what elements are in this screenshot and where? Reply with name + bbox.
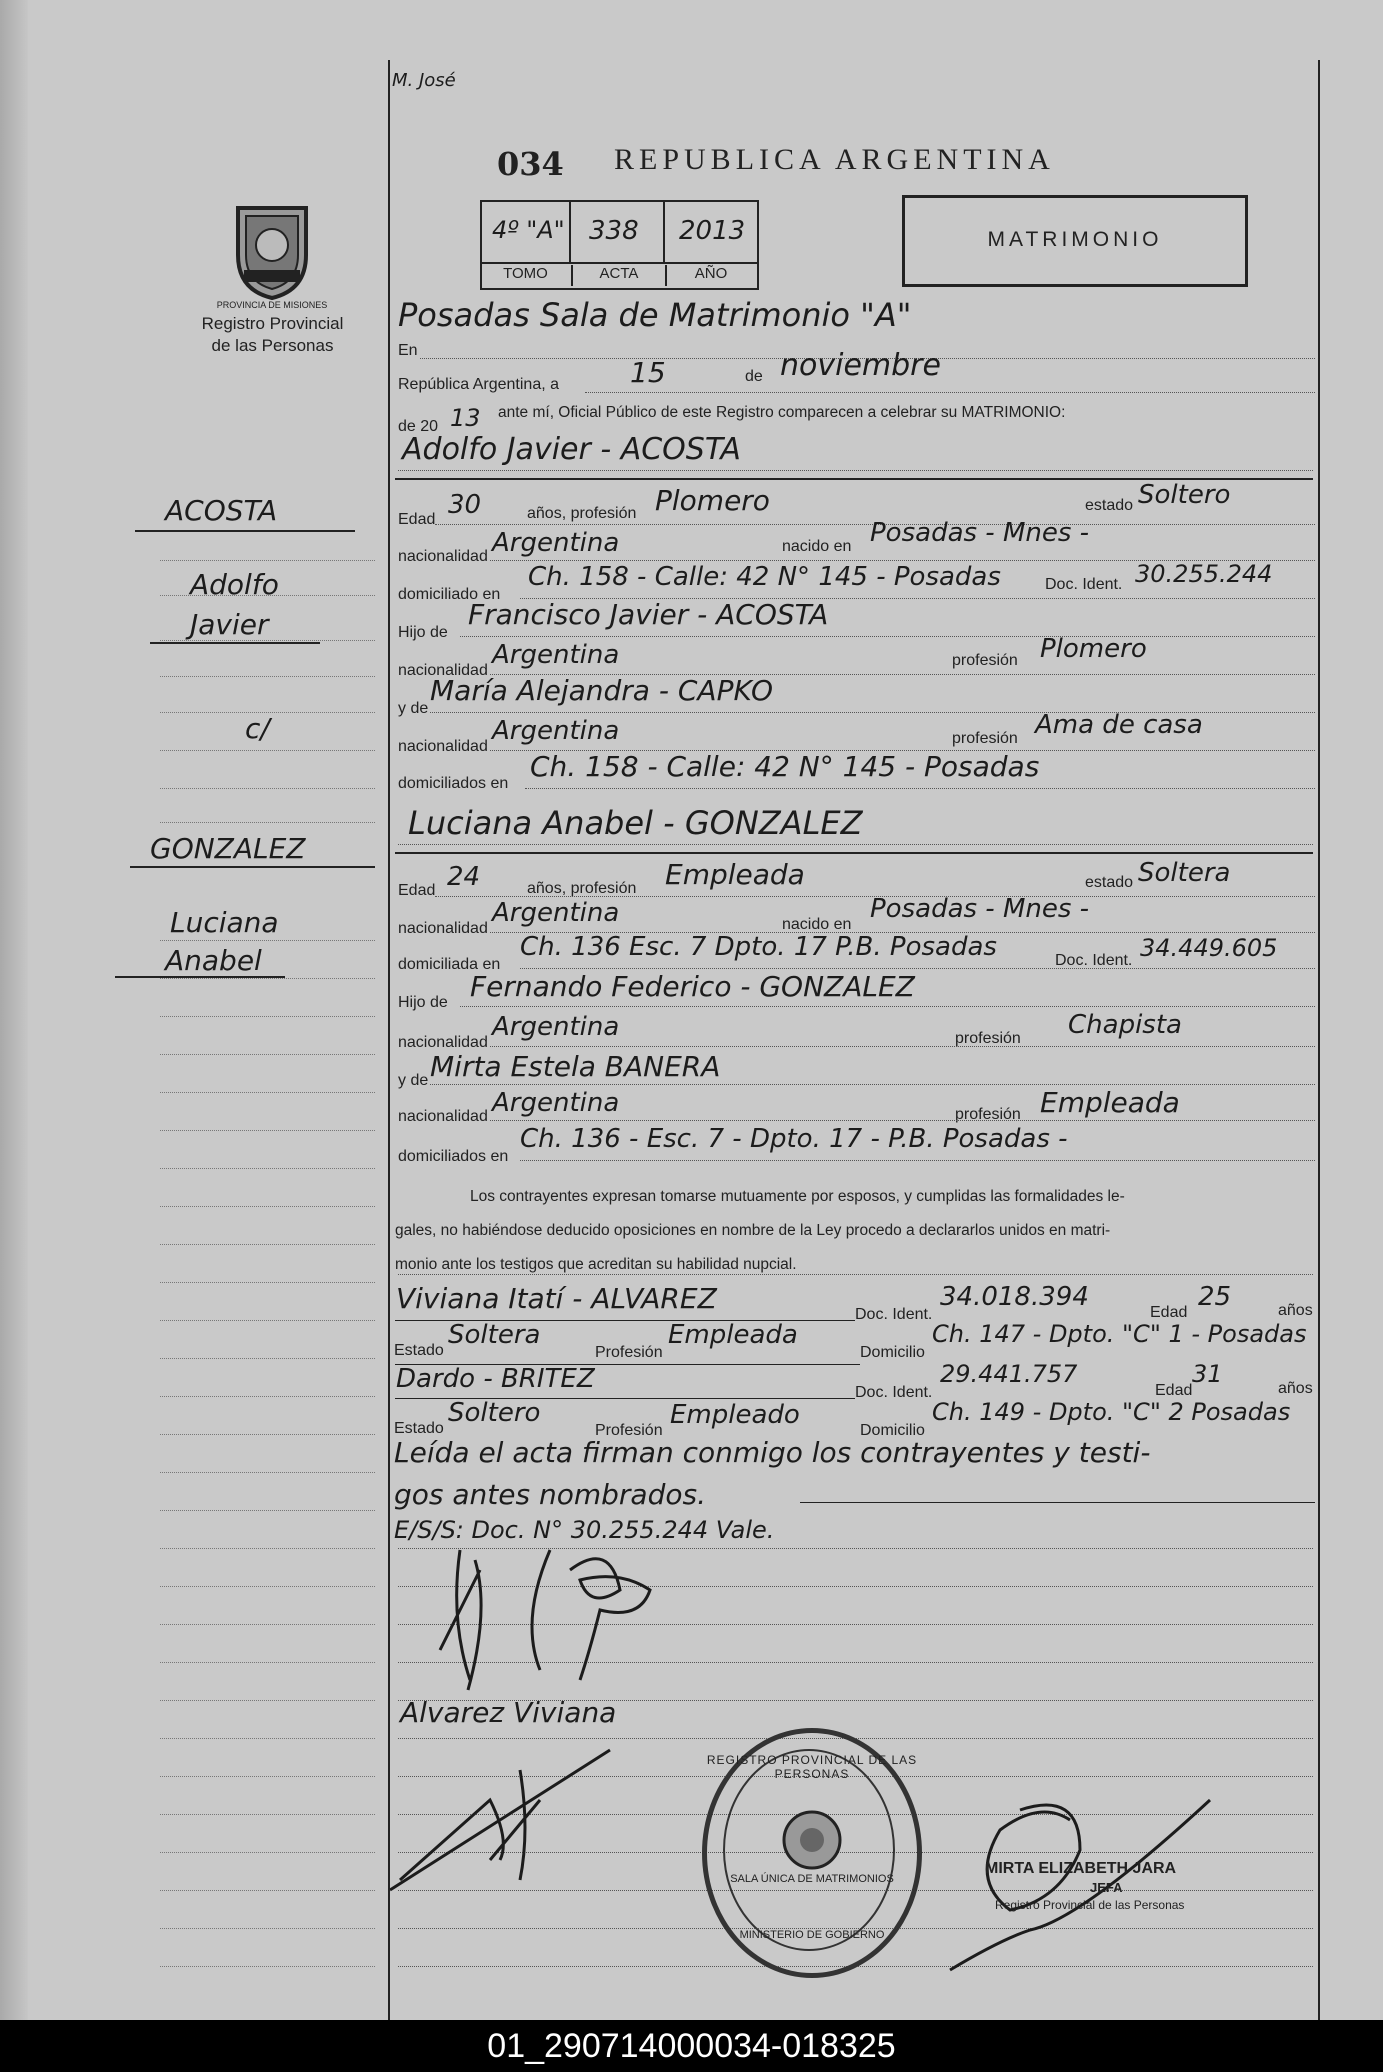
- margin-underline: [135, 530, 355, 532]
- groom-nacido-label: nacido en: [782, 538, 852, 555]
- witness1-domicilio: Ch. 147 - Dpto. "C" 1 - Posadas: [932, 1320, 1307, 1348]
- witness2-name: Dardo - BRITEZ: [396, 1364, 595, 1394]
- groom-father-nac: Argentina: [492, 640, 620, 670]
- witness1-doc: 34.018.394: [940, 1282, 1089, 1312]
- witness2-estado-label: Estado: [394, 1420, 444, 1437]
- margin-rule: [160, 750, 375, 751]
- declaration-line2: gales, no habiéndose deducido oposiciones en nombre de la Ley procedo a declararlos unidos en matri-: [395, 1222, 1111, 1239]
- margin-rule: [160, 1092, 375, 1093]
- groom-father: Francisco Javier - ACOSTA: [468, 598, 829, 631]
- tomo-value: 4º "A": [492, 216, 565, 244]
- witness2-domicilio: Ch. 149 - Dpto. "C" 2 Posadas: [932, 1398, 1291, 1426]
- groom-parents-dom: Ch. 158 - Calle: 42 N° 145 - Posadas: [530, 750, 1040, 783]
- record-type-box: [902, 195, 1248, 287]
- groom-nacido-en: Posadas - Mnes -: [870, 518, 1090, 548]
- bride-parents-dom: Ch. 136 - Esc. 7 - Dpto. 17 - P.B. Posadas -: [520, 1124, 1068, 1154]
- corner-note: M. José: [392, 70, 456, 91]
- official-stamp: [702, 1728, 922, 1978]
- tomo-label: TOMO: [503, 265, 548, 282]
- year-suffix: 13: [450, 404, 481, 432]
- stamp-outer-text: REGISTRO PROVINCIAL DE LAS PERSONAS: [706, 1753, 918, 1781]
- day-value: 15: [630, 356, 666, 389]
- seal-text: PROVINCIA DE MISIONES: [216, 300, 328, 310]
- witness1-estado: Soltera: [448, 1320, 541, 1350]
- margin-rule: [160, 1814, 375, 1815]
- month-value: noviembre: [780, 348, 941, 383]
- bride-father: Fernando Federico - GONZALEZ: [470, 970, 915, 1003]
- bride-father-prof: Chapista: [1068, 1010, 1182, 1040]
- bride-father-nac-line: [490, 1046, 1315, 1047]
- bride-father-prof-label: profesión: [955, 1030, 1021, 1047]
- bride-nac-label: nacionalidad: [398, 920, 488, 937]
- groom-mother-nac-label: nacionalidad: [398, 738, 488, 755]
- groom-father-nac-label: nacionalidad: [398, 662, 488, 679]
- witness1-profesion-label: Profesión: [595, 1344, 663, 1361]
- bride-nacido-en: Posadas - Mnes -: [870, 894, 1090, 924]
- margin-bride-name2: Anabel: [165, 944, 262, 977]
- margin-groom-name2: Javier: [190, 608, 269, 641]
- margin-underline: [150, 642, 320, 644]
- en-label: En: [398, 342, 418, 359]
- bride-estado: Soltera: [1138, 858, 1231, 888]
- margin-rule: [160, 978, 375, 979]
- margin-rule: [160, 788, 375, 789]
- margin-rule: [160, 1662, 375, 1663]
- margin-connector: c/: [245, 712, 270, 745]
- margin-rule: [160, 1206, 375, 1207]
- witness2-edad: 31: [1192, 1360, 1223, 1388]
- closing-line3: E/S/S: Doc. N° 30.255.244 Vale.: [394, 1516, 775, 1544]
- margin-rule: [160, 1510, 375, 1511]
- margin-bride-name1: Luciana: [170, 906, 279, 939]
- margin-underline: [115, 976, 285, 978]
- margin-rule: [160, 560, 375, 561]
- margin-rule: [160, 1928, 375, 1929]
- bride-parents-dom-line: [520, 1160, 1315, 1161]
- declaration-line3: monio ante los testigos que acreditan su habilidad nupcial.: [395, 1256, 797, 1273]
- witness1-edad-label: Edad: [1150, 1304, 1188, 1321]
- margin-rule: [160, 1358, 375, 1359]
- official-name: MIRTA ELIZABETH JARA: [985, 1860, 1177, 1877]
- groom-dom-label: domiciliado en: [398, 586, 501, 603]
- registry-name-line2: de las Personas: [211, 336, 334, 355]
- margin-rule: [160, 1624, 375, 1625]
- declaration-line1: Los contrayentes expresan tomarse mutuamente por esposos, y cumplidas las formalidades le-: [470, 1188, 1125, 1205]
- acta-cell: [571, 202, 665, 264]
- margin-rule: [160, 1548, 375, 1549]
- groom-nacionalidad: Argentina: [492, 528, 620, 558]
- bride-doc: 34.449.605: [1140, 934, 1278, 962]
- bride-father-nac: Argentina: [492, 1012, 620, 1042]
- bride-yde-label: y de: [398, 1072, 429, 1089]
- bride-father-nac-label: nacionalidad: [398, 1034, 488, 1051]
- bride-parents-dom-label: domiciliados en: [398, 1148, 509, 1165]
- witness1-edad: 25: [1198, 1282, 1232, 1312]
- margin-underline: [130, 866, 375, 868]
- witness1-estado-label: Estado: [394, 1342, 444, 1359]
- groom-estado-label: estado: [1085, 497, 1134, 514]
- witness2-domicilio-label: Domicilio: [860, 1422, 925, 1439]
- bride-edad-label: Edad: [398, 882, 436, 899]
- country-title: REPUBLICA ARGENTINA: [614, 143, 1055, 176]
- intro-statement: ante mí, Oficial Público de este Registro comparecen a celebrar su MATRIMONIO:: [498, 404, 1066, 421]
- closing-rule: [800, 1502, 1315, 1503]
- bride-mother: Mirta Estela BANERA: [430, 1050, 721, 1083]
- margin-rule: [160, 676, 375, 677]
- tomo-cell: [482, 202, 571, 264]
- bride-separator: [395, 852, 1313, 854]
- place-value: Posadas Sala de Matrimonio "A": [398, 296, 912, 334]
- bride-estado-label: estado: [1085, 874, 1134, 891]
- declaration-line: [398, 1274, 1313, 1275]
- witness-signature: Alvarez Viviana: [400, 1696, 617, 1729]
- groom-profesion-label: años, profesión: [527, 505, 637, 522]
- tomo-acta-ano-table: [480, 200, 759, 290]
- bride-edad: 24: [447, 862, 481, 892]
- margin-bride-surname: GONZALEZ: [150, 832, 306, 865]
- groom-father-line: [460, 636, 1315, 637]
- bride-domicilio: Ch. 136 Esc. 7 Dpto. 17 P.B. Posadas: [520, 932, 997, 962]
- margin-rule: [160, 1016, 375, 1017]
- document-id-footer: 01_290714000034-018325: [0, 2020, 1383, 2072]
- margin-rule: [160, 1244, 375, 1245]
- margin-rule: [160, 1282, 375, 1283]
- closing-line1: Leída el acta firman conmigo los contrayentes y testi-: [394, 1436, 1151, 1469]
- groom-domicilio: Ch. 158 - Calle: 42 N° 145 - Posadas: [528, 562, 1001, 592]
- stamp-bottom-text: MINISTERIO DE GOBIERNO: [739, 1929, 885, 1941]
- margin-rule: [160, 940, 375, 941]
- contracting-parties-signatures: [420, 1530, 700, 1700]
- groom-nac-label: nacionalidad: [398, 548, 488, 565]
- groom-profesion: Plomero: [655, 484, 770, 517]
- margin-groom-surname: ACOSTA: [165, 494, 278, 527]
- margin-rule: [160, 822, 375, 823]
- bride-profesion: Empleada: [665, 858, 805, 891]
- groom-father-prof-label: profesión: [952, 652, 1018, 669]
- bride-mother-nac-label: nacionalidad: [398, 1108, 488, 1125]
- province-seal: [230, 200, 314, 300]
- bride-dom-label: domiciliada en: [398, 956, 501, 973]
- witness2-doc: 29.441.757: [940, 1360, 1078, 1388]
- bride-nacionalidad: Argentina: [492, 898, 620, 928]
- groom-parents-dom-label: domiciliados en: [398, 775, 509, 792]
- acta-value: 338: [589, 216, 639, 246]
- margin-groom-name1: Adolfo: [190, 568, 279, 601]
- margin-rule: [160, 1852, 375, 1853]
- margin-rule: [160, 1890, 375, 1891]
- groom-edad: 30: [448, 490, 482, 520]
- witness1-anios-label: años: [1278, 1302, 1313, 1319]
- witness2-profesion: Empleado: [670, 1400, 800, 1430]
- ano-value: 2013: [679, 216, 746, 246]
- bride-mother-prof: Empleada: [1040, 1086, 1180, 1119]
- official-title: JEFA: [1090, 1880, 1123, 1895]
- witness1-name: Viviana Itatí - ALVAREZ: [396, 1282, 717, 1315]
- margin-rule: [160, 1396, 375, 1397]
- witness2-estado: Soltero: [448, 1398, 541, 1428]
- witness2-signature: [380, 1740, 640, 1900]
- de-label: de: [745, 368, 763, 385]
- official-unit: Registro Provincial de las Personas: [995, 1898, 1185, 1912]
- stamp-inner-text: SALA ÚNICA DE MATRIMONIOS: [730, 1873, 894, 1885]
- registry-name-line1: Registro Provincial: [201, 314, 344, 333]
- record-type-label: MATRIMONIO: [987, 228, 1163, 251]
- official-signature: [940, 1790, 1220, 1990]
- month-line: [585, 392, 1315, 393]
- witness2-doc-label: Doc. Ident.: [855, 1384, 933, 1401]
- bride-mother-nac: Argentina: [492, 1088, 620, 1118]
- groom-name-line: [398, 470, 1313, 471]
- bride-full-name: Luciana Anabel - GONZALEZ: [408, 804, 863, 842]
- closing-line2: gos antes nombrados.: [394, 1478, 706, 1511]
- margin-rule: [160, 1738, 375, 1739]
- acta-label: ACTA: [571, 265, 667, 286]
- witness1-domicilio-label: Domicilio: [860, 1344, 925, 1361]
- groom-estado: Soltero: [1138, 480, 1231, 510]
- acta-number: 034: [497, 145, 564, 183]
- republica-label: República Argentina, a: [398, 376, 559, 393]
- margin-rule: [160, 1054, 375, 1055]
- right-border-rule: [1318, 60, 1320, 2020]
- ano-label: AÑO: [694, 265, 728, 282]
- witness1-doc-label: Doc. Ident.: [855, 1306, 933, 1323]
- groom-hijo-label: Hijo de: [398, 624, 448, 641]
- groom-doc: 30.255.244: [1135, 560, 1273, 588]
- bride-doc-label: Doc. Ident.: [1055, 952, 1133, 969]
- margin-rule: [160, 1130, 375, 1131]
- margin-rule: [160, 1434, 375, 1435]
- bride-name-line: [398, 844, 1313, 845]
- margin-rule: [160, 1966, 375, 1967]
- bride-mother-prof-label: profesión: [955, 1106, 1021, 1123]
- groom-father-prof: Plomero: [1040, 634, 1147, 664]
- groom-full-name: Adolfo Javier - ACOSTA: [402, 432, 741, 467]
- bride-father-line: [460, 1006, 1315, 1007]
- groom-mother: María Alejandra - CAPKO: [430, 674, 774, 707]
- bride-mother-nac-line: [490, 1120, 1315, 1121]
- bride-nacido-label: nacido en: [782, 916, 852, 933]
- margin-rule: [160, 1472, 375, 1473]
- margin-rule: [160, 1700, 375, 1701]
- bride-dom-line: [520, 968, 1315, 969]
- groom-parents-dom-line: [525, 788, 1315, 789]
- groom-mother-prof-label: profesión: [952, 730, 1018, 747]
- bride-mother-line: [430, 1084, 1315, 1085]
- bride-hijo-label: Hijo de: [398, 994, 448, 1011]
- witness2-edad-label: Edad: [1155, 1382, 1193, 1399]
- groom-mother-prof: Ama de casa: [1035, 710, 1203, 740]
- witness2-profesion-label: Profesión: [595, 1422, 663, 1439]
- margin-rule: [160, 1168, 375, 1169]
- groom-doc-label: Doc. Ident.: [1045, 576, 1123, 593]
- left-margin-rule: [388, 60, 390, 2020]
- ano-cell: [665, 202, 757, 264]
- witness2-anios-label: años: [1278, 1380, 1313, 1397]
- margin-rule: [160, 1320, 375, 1321]
- margin-rule: [160, 1776, 375, 1777]
- province-seal-icon: [230, 200, 314, 300]
- stamp-emblem-icon: [779, 1807, 845, 1873]
- groom-mother-nac: Argentina: [492, 716, 620, 746]
- margin-rule: [160, 1586, 375, 1587]
- bride-profesion-label: años, profesión: [527, 880, 637, 897]
- year-prefix: de 20: [398, 418, 439, 435]
- witness1-profesion: Empleada: [668, 1320, 798, 1350]
- groom-edad-label: Edad: [398, 511, 436, 528]
- groom-yde-label: y de: [398, 700, 429, 717]
